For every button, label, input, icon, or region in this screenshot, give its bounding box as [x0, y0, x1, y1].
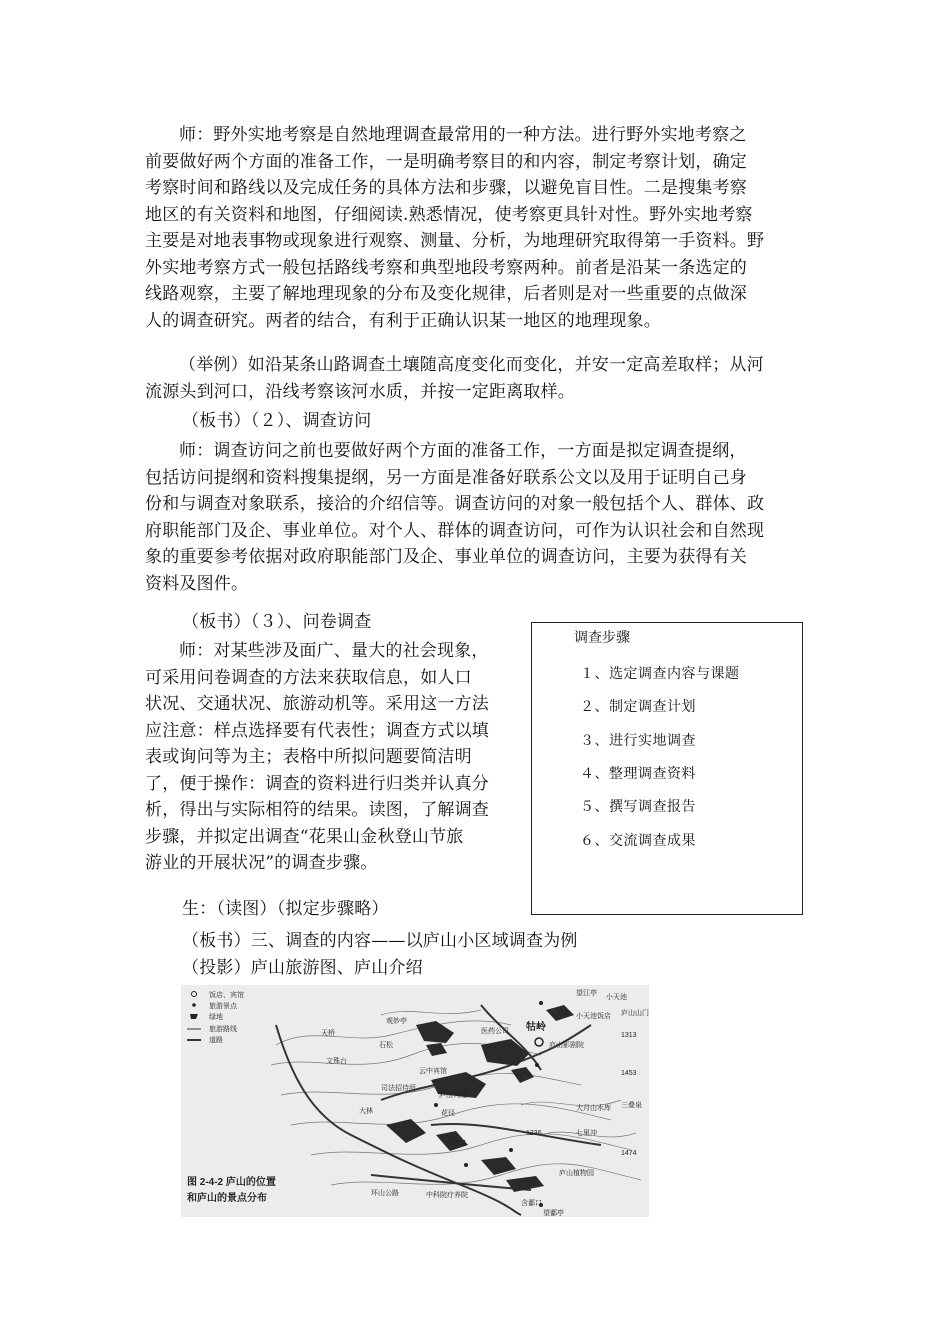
map-label: 庐山大厦	[439, 1092, 467, 1099]
map-label: 司法招待所	[381, 1085, 416, 1092]
heading-questionnaire: （板书）（３）、问卷调查	[182, 612, 372, 632]
map-label: 云中宾馆	[419, 1068, 447, 1075]
scenic-spot-marker	[464, 1163, 468, 1167]
heading-interview: （板书）（２）、调查访问	[182, 411, 372, 431]
text-line: 资料及图件。	[145, 573, 249, 594]
scenic-spot-marker	[535, 1063, 539, 1067]
map-label: 含鄱口	[521, 1200, 542, 1207]
map-label: 环山公路	[371, 1190, 399, 1197]
survey-steps-box	[531, 622, 803, 915]
text-line: （举例）如沿某条山路调查土壤随高度变化而变化，并安一定高差取样；从河	[179, 355, 764, 375]
lushan-map-figure	[181, 985, 649, 1217]
map-label: 大林	[359, 1108, 373, 1115]
map-label: 庐山植物园	[559, 1170, 594, 1177]
text-line: 师：调查访问之前也要做好两个方面的准备工作，一方面是拟定调查提纲，	[179, 441, 747, 461]
text-line: 师：野外实地考察是自然地理调查最常用的一种方法。进行野外实地考察之	[179, 125, 747, 145]
map-label: 三叠泉	[621, 1102, 642, 1109]
student-line: 生：（读图）（拟定步骤略）	[182, 899, 389, 919]
text-line: 了，便于操作：调查的资料进行归类并认真分	[145, 773, 489, 794]
paragraph-example	[145, 352, 813, 405]
step-item: ４、整理调查资料	[580, 766, 696, 782]
text-line: 游业的开展状况”的调查步骤。	[145, 853, 378, 873]
map-label: 1313	[621, 1032, 637, 1039]
text-line: 地区的有关资料和地图，仔细阅读.熟悉情况，使考察更具针对性。野外实地考察	[145, 204, 753, 225]
text-line: 析，得出与实际相符的结果。读图，了解调查	[145, 800, 489, 820]
steps-box-title: 调查步骤	[574, 630, 630, 646]
legend-label: 旅游路线	[209, 1026, 237, 1033]
map-label: 中科院疗养院	[426, 1192, 468, 1199]
step-item: ５、撰写调查报告	[580, 799, 696, 815]
map-label: 1474	[621, 1150, 637, 1157]
legend-label: 道路	[209, 1037, 223, 1044]
scenic-spot-legend-icon	[192, 1003, 196, 1007]
text-line: 府职能部门及企、事业单位。对个人、群体的调查访问，可作为认识社会和自然现	[145, 520, 765, 541]
map-label: 医药公司	[481, 1028, 509, 1035]
text-line: 外实地考察方式一般包括路线考察和典型地段考察两种。前者是沿某一条选定的	[145, 257, 747, 278]
map-label: 1453	[621, 1070, 637, 1077]
scenic-spot-marker	[509, 1148, 513, 1152]
map-label: 1071	[451, 1140, 467, 1147]
map-label: 1236	[526, 1130, 542, 1137]
text-line: 状况、交通状况、旅游动机等。采用这一方法	[145, 694, 489, 714]
legend-label: 绿地	[209, 1014, 223, 1021]
text-line: 应注意：样点选择要有代表性；调查方式以填	[145, 720, 489, 741]
step-item: ３、进行实地调查	[580, 733, 696, 749]
legend-label: 旅游景点	[209, 1003, 237, 1010]
map-label: 观妙亭	[386, 1018, 407, 1025]
map-label: 小天池饭店	[576, 1013, 611, 1020]
text-line: 主要是对地表事物或现象进行观察、测量、分析，为地理研究取得第一手资料。野	[145, 231, 765, 251]
map-label: 七里冲	[576, 1130, 597, 1137]
paragraph-questionnaire	[145, 638, 525, 877]
step-item: １、选定调查内容与课题	[580, 666, 740, 682]
paragraph-field-survey	[145, 122, 813, 334]
scenic-spot-marker	[539, 1001, 543, 1005]
step-item: ６、交流调查成果	[580, 833, 696, 849]
text-line: 象的重要参考依据对政府职能部门及企、事业单位的调查访问，主要为获得有关	[145, 547, 747, 567]
map-label: 小天池	[606, 994, 627, 1001]
text-line: 线路观察，主要了解地理现象的分布及变化规律，后者则是对一些重要的点做深	[145, 284, 747, 304]
paragraph-interview	[145, 438, 813, 597]
map-caption-line: 和庐山的景点分布	[187, 1193, 267, 1204]
text-line: 考察时间和路线以及完成任务的具体方法和步骤，以避免盲目性。二是搜集考察	[145, 178, 747, 198]
map-label: 花径	[441, 1110, 455, 1117]
text-line: 步骤，并拟定出调查“花果山金秋登山节旅	[145, 826, 464, 847]
text-line: 师：对某些涉及面广、量大的社会现象，	[179, 641, 489, 661]
text-line: 流源头到河口，沿线考察该河水质，并按一定距离取样。	[145, 381, 575, 402]
map-label: 庐山山门	[621, 1010, 649, 1017]
legend-label: 饭店、宾馆	[209, 992, 244, 999]
scenic-spot-marker	[434, 1103, 438, 1107]
text-line: 份和与调查对象联系，接洽的介绍信等。调查访问的对象一般包括个人、群体、政	[145, 494, 765, 514]
text-line: 前要做好两个方面的准备工作，一是明确考察目的和内容，制定考察计划，确定	[145, 151, 747, 172]
map-caption-line: 图 2-4-2 庐山的位置	[187, 1177, 276, 1188]
map-label: 天桥	[321, 1030, 335, 1037]
text-line: 可采用问卷调查的方法来获取信息，如人口	[145, 667, 472, 688]
heading-content: （板书）三、调查的内容——以庐山小区域调查为例	[182, 931, 578, 951]
step-item: ２、制定调查计划	[580, 699, 696, 715]
map-label: 文殊台	[326, 1058, 347, 1065]
text-line: 表或询问等为主；表格中所拟问题要简洁明	[145, 747, 472, 767]
text-line: 包括访问提纲和资料搜集提纲，另一方面是准备好联系公文以及用于证明自己身	[145, 467, 747, 488]
text-line: 人的调查研究。两者的结合，有利于正确认识某一地区的地理现象。	[145, 310, 661, 331]
map-label: 望鄱亭	[543, 1210, 564, 1217]
map-label: 望江亭	[576, 990, 597, 997]
map-label: 石松	[379, 1042, 393, 1049]
map-label: 大月山水库	[576, 1105, 611, 1112]
map-label: 庐山影剧院	[549, 1042, 584, 1049]
projection-line: （投影）庐山旅游图、庐山介绍	[182, 958, 423, 978]
map-label: 牯岭	[526, 1022, 546, 1033]
